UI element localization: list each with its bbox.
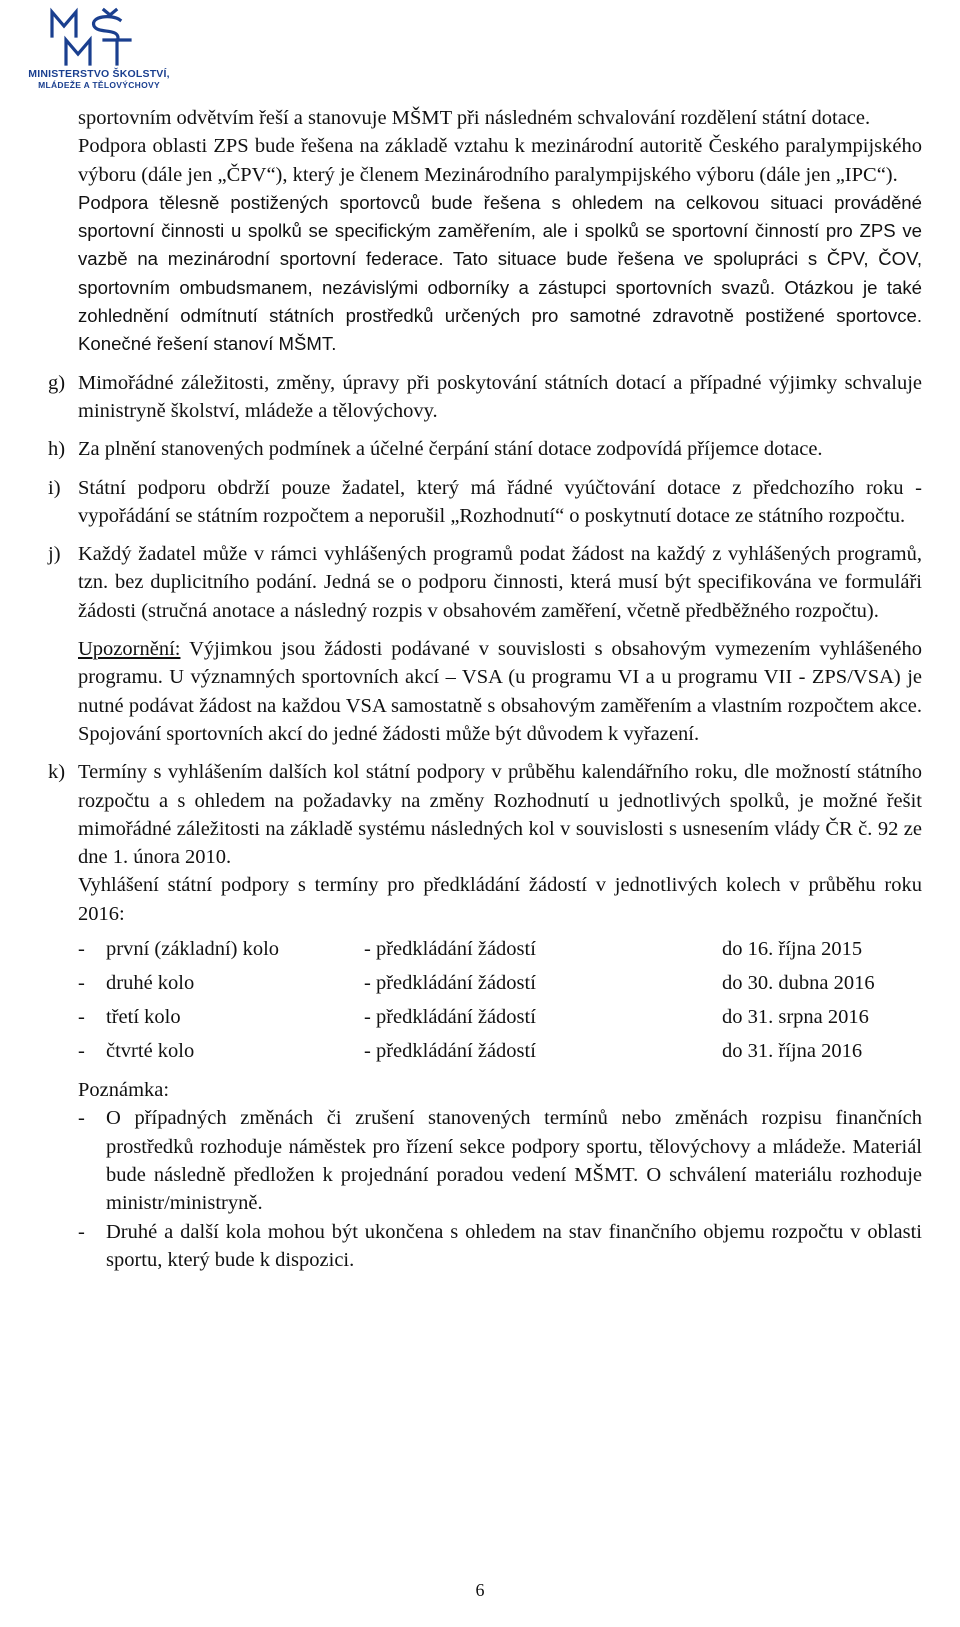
warning-text: Výjimkou jsou žádosti podávané v souvislosti s obsahovým vymezením vyhlášeného programu. U významných sportovních akcí – VSA (u programu VI a u programu VII - ZPS/VSA) je nutné podávat žádost na každou VSA samostatně s obsahovým zaměřením a vlastním rozpočtem akce. Spojování sportovních akcí do jedné žádosti může být důvodem k vyřazení. [78,638,922,745]
item-j-text-a: Každý žadatel může v rámci vyhlášených programů podat žádost na každý z vyhlášených programů, tzn. bez duplicitního podání. [78,543,922,594]
item-k [48,758,922,928]
schedule-dash: - [78,937,85,960]
handicapped-support-text: Podpora tělesně postižených sportovců bude řešena s ohledem na celkovou situaci prováděné sportovní činnosti u spolků se specifickým zaměřením, ale i spolků se sportovní činností pro ZPS ve vazbě na mezinárodní sportovní federace. [78,191,922,270]
item-h-mark: h) [48,438,66,461]
ministry-logo [8,6,183,98]
intro-handicapped-support [78,189,922,359]
note-label: Poznámka: [78,1079,170,1102]
item-g-text: Mimořádné záležitosti, změny, úpravy při poskytování státních dotací a případné výjimky schvaluje ministryně školství, mládeže a tělovýchovy. [78,371,922,422]
schedule-row [78,966,922,1000]
logo-line-ministry: MINISTERSTVO ŠKOLSTVÍ, [28,68,170,80]
schedule-dash: - [78,971,85,994]
item-j-text-b: Jedná se o podporu činnosti, která musí být specifikována ve formuláři žádosti (stručná anotace a následný rozpis v obsahovém zaměření, včetně předběžného rozpočtu). [78,571,922,622]
item-j [48,540,922,625]
schedule-row [78,932,922,966]
schedule-date: do 31. srpna 2016 [722,1005,869,1028]
document-body [48,104,922,1274]
msmt-logo-mark [8,6,183,68]
schedule-row [78,1034,922,1068]
note-bullet-text: O případných změnách či zrušení stanovených termínů nebo změnách rozpisu finančních prostředků rozhoduje náměstek pro řízení sekce podpory sportu, tělovýchovy a mládeže. Materiál bude následně předložen k projednání poradou vedení MŠMT. O schválení materiálu rozhoduje ministr/ministryně. [106,1107,922,1215]
warning-paragraph [78,635,922,748]
schedule-table [78,932,922,1068]
schedule-date: do 16. října 2015 [722,937,863,960]
note-bullet [78,1104,922,1217]
intro-zps-authority: Podpora oblasti ZPS bude řešena na základě vztahu k mezinárodní autoritě Českého paralympijského výboru (dále jen „ČPV“), který je členem Mezinárodního paralympijského výboru (dále jen „IPC“). [78,135,922,186]
item-k-mark: k) [48,761,66,784]
schedule-action: - předkládání žádostí [364,1039,536,1062]
schedule-action: - předkládání žádostí [364,937,536,960]
schedule-row [78,1000,922,1034]
item-k-text: Termíny s vyhlášením dalších kol státní podpory v průběhu kalendářního roku, dle možností státního rozpočtu a s ohledem na požadavky na změny Rozhodnutí u jednotlivých spolků, je možné řešit mimořádné záležitosti na základě systému následných kol v souvislosti s usnesením vlády ČR č. 92 ze dne 1. února 2010. [78,761,922,869]
note-bullet-text: Druhé a další kola mohou být ukončena s ohledem na stav finančního objemu rozpočtu v oblasti sportu, který bude k dispozici. [106,1220,922,1271]
logo-mark-text: MŠMT [8,6,11,7]
note-bullet [78,1218,922,1275]
schedule-action: - předkládání žádostí [364,1005,536,1028]
schedule-round: třetí kolo [106,1005,181,1028]
page-number: 6 [475,1580,485,1600]
item-i-text: Státní podporu obdrží pouze žadatel, který má řádné vyúčtování dotace z předchozího roku - vypořádání se státním rozpočtem a neporušil „Rozhodnutí“ o poskytnutí dotace ze státního rozpočtu. [78,476,922,527]
item-j-mark: j) [48,543,61,566]
logo-line-youth: MLÁDEŽE A TĚLOVÝCHOVY [38,80,160,90]
schedule-intro: Vyhlášení státní podpory s termíny pro předkládání žádostí v jednotlivých kolech v průběhu roku 2016: [78,874,922,925]
cooperation-text: Tato situace bude řešena ve spolupráci s ČPV, ČOV, sportovním ombudsmanem, nezávislými odborníky a zástupci sportovních svazů. Otázkou je také zohlednění odmítnutí státních prostředků určených pro samotné zdravotně postižené sportovce. Konečné řešení stanoví MŠMT. [78,248,922,355]
item-i-mark: i) [48,476,61,499]
item-h-text: Za plnění stanovených podmínek a účelné čerpání stání dotace zodpovídá příjemce dotace. [78,438,823,461]
schedule-date: do 31. října 2016 [722,1039,863,1062]
warning-label: Upozornění: [78,638,181,661]
item-j-body [78,540,922,625]
schedule-round: první (základní) kolo [106,937,280,960]
schedule-dash: - [78,1039,85,1062]
note-bullet-dash: - [78,1107,85,1130]
intro-continuation: sportovním odvětvím řeší a stanovuje MŠMT při následném schvalování rozdělení státní dotace. [78,107,871,129]
item-h [48,435,922,463]
note-bullet-dash: - [78,1220,85,1243]
schedule-date: do 30. dubna 2016 [722,971,875,994]
schedule-dash: - [78,1005,85,1028]
item-i [48,474,922,531]
schedule-round: čtvrté kolo [106,1039,195,1062]
item-g-mark: g) [48,371,66,394]
schedule-action: - předkládání žádostí [364,971,536,994]
item-g [48,369,922,426]
schedule-round: druhé kolo [106,971,195,994]
